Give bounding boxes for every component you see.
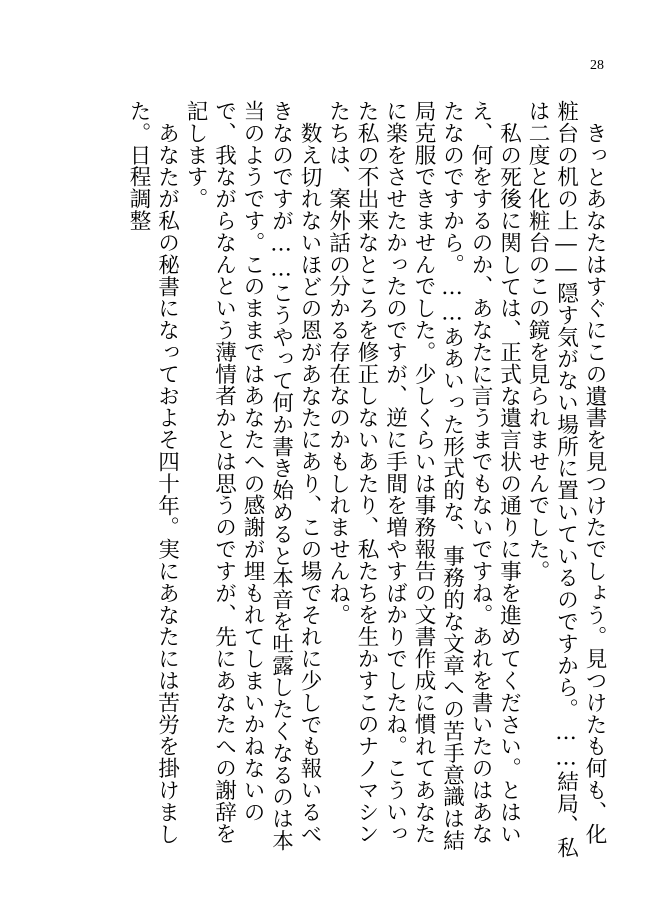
paragraph-1: きっとあなたはすぐにこの遺書を見つけたでしょう。見つけたも何も、化粧台の机の上――隠す気がない場所に置いているのですから。……結局、私は二度と化粧台のこの鏡を見られませんでした。 xyxy=(525,100,607,859)
paragraph-3: 数え切れないほどの恩があなたにあり、この場でそれに少しでも報いるべきなのですが……こうやって何か書き始めると本音を吐露したくなるのは本当のようです。このままではあなたへの感謝が埋もれてしまいかねないので、我ながらなんという薄情者かとは思うのですが、先にあなたへの謝辞を記します。 xyxy=(183,100,322,852)
vertical-text-body xyxy=(38,100,608,860)
paragraph-4: あなたが私の秘書になっておよそ四十年。実にあなたには苦労を掛けました。日程調整 xyxy=(126,100,180,845)
page-number: 28 xyxy=(590,58,604,73)
paragraph-2: 私の死後に関しては、正式な遺言状の通りに事を進めてください。とはいえ、何をするのか、あなたに言うまでもないですね。あれを書いたのはあなたなのですから。……ああいった形式的な、事務的な文章への苦手意識は結局克服できませんでした。少しくらいは事務報告の文書作成に慣れてあなたに楽をさせたかったのですが、逆に手間を増やすばかりでしたね。こういった私の不出来なところを修正しないあたり、私たちを生かすこのナノマシンたちは、案外話の分かる存在なのかもしれませんね。 xyxy=(325,100,522,852)
